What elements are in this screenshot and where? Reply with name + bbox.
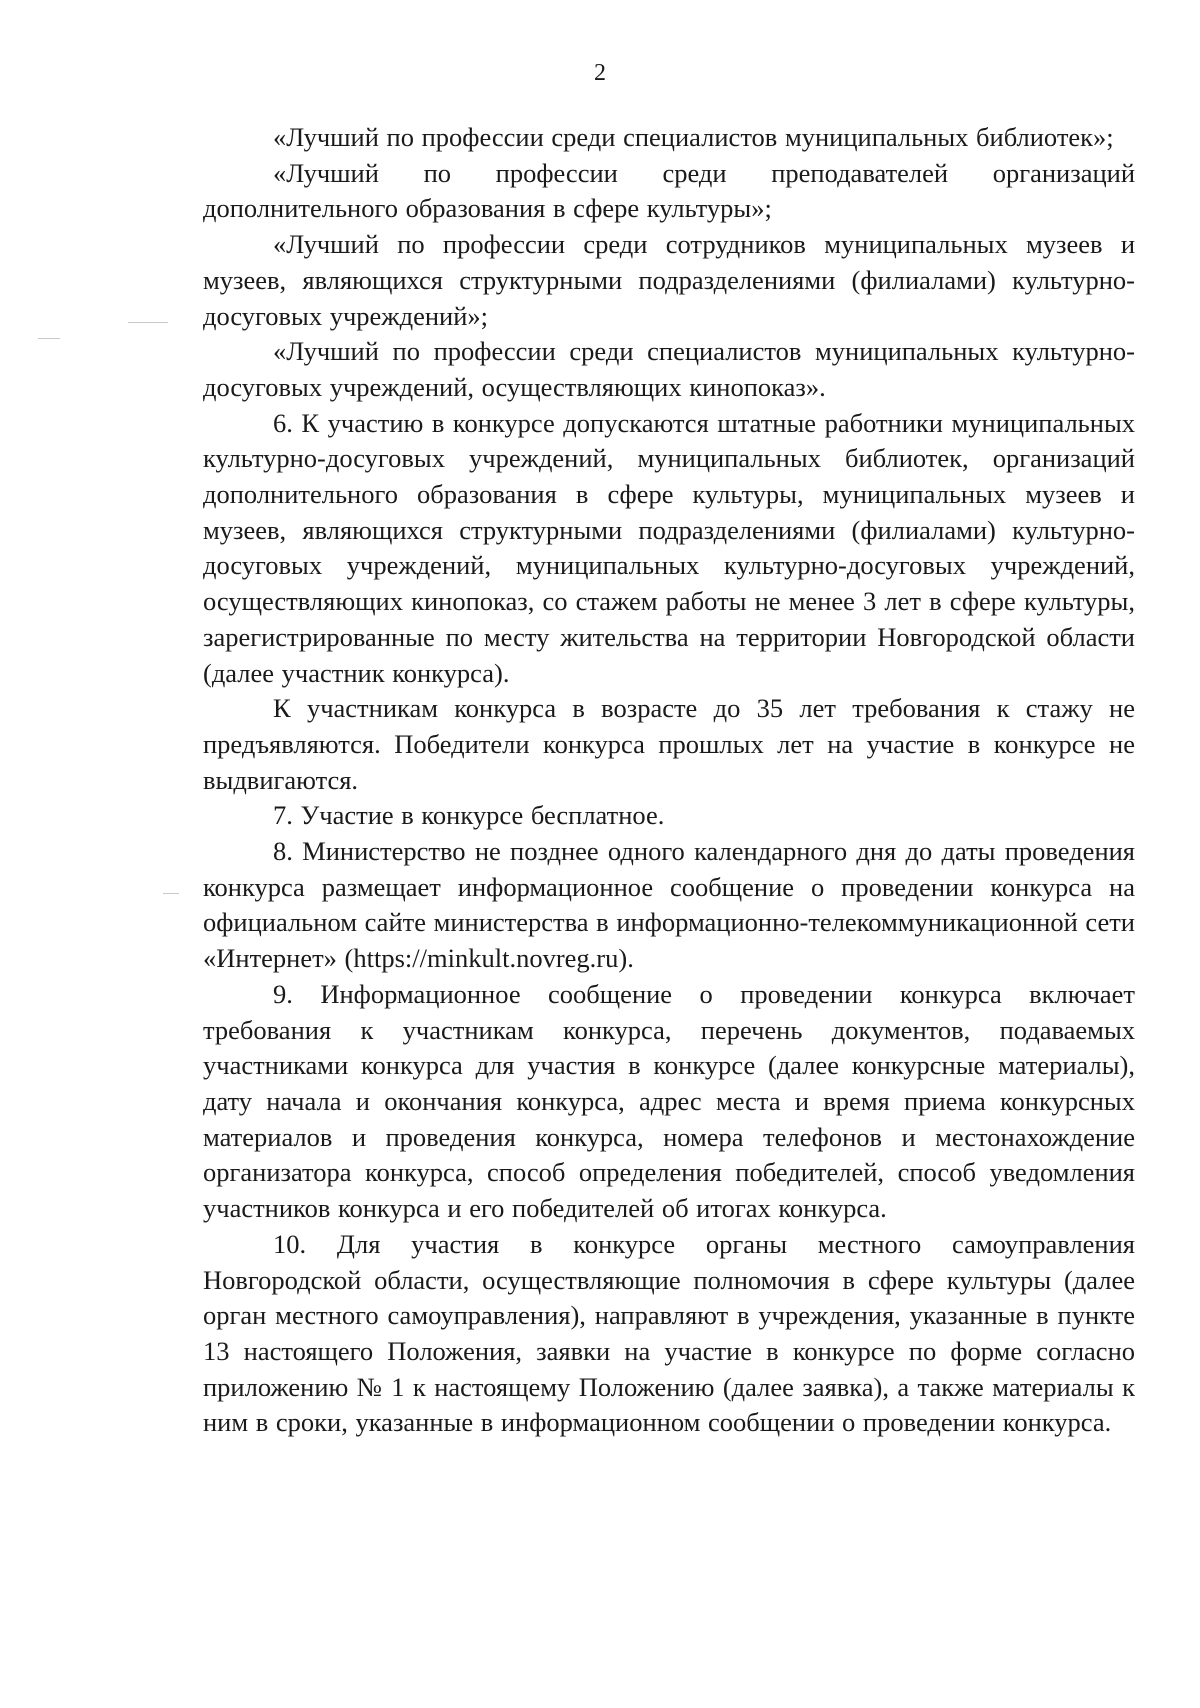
nomination-museums: «Лучший по профессии среди сотрудников муниципальных музеев и музеев, являющихся структурными подразделениями (филиалами) культурно-досуговых учреждений»; — [203, 229, 1135, 331]
nomination-libraries: «Лучший по профессии среди специалистов муниципальных библиотек»; — [273, 122, 1114, 152]
nomination-teachers: «Лучший по профессии среди преподавателей организаций дополнительного образования в сфере культуры»; — [203, 157, 1135, 224]
scan-artifact — [163, 893, 179, 894]
clause-6: 6. К участию в конкурсе допускаются штатные работники муниципальных культурно-досуговых учреждений, муниципальных библиотек, организаций дополнительного образования в сфере культуры, муниципальных музеев и музеев, являющихся структурными подразделениями (филиалами) культурно-досуговых учреждений, муниципальных культурно-досуговых учреждений, осуществляющих кинопоказ, со стажем работы не менее 3 лет в сфере культуры, зарегистрированные по месту жительства на территории Новгородской области (далее участник конкурса). — [203, 407, 1135, 688]
clause-6-note: К участникам конкурса в возрасте до 35 лет требования к стажу не предъявляются. Победители конкурса прошлых лет на участие в конкурсе не выдвигаются. — [203, 693, 1135, 795]
clause-8: 8. Министерство не позднее одного календарного дня до даты проведения конкурса размещает информационное сообщение о проведении конкурса на официальном сайте министерства в информационно-телекоммуникационной сети «Интернет» (https://minkult.novreg.ru). — [203, 836, 1135, 974]
scan-artifact — [38, 338, 60, 339]
page-number: 2 — [594, 60, 606, 86]
nomination-cinema: «Лучший по профессии среди специалистов муниципальных культурно-досуговых учреждений, осуществляющих кинопоказ». — [203, 336, 1135, 402]
clause-7: 7. Участие в конкурсе бесплатное. — [273, 800, 665, 831]
document-body — [203, 120, 1135, 1441]
scan-artifact — [128, 322, 168, 323]
clause-10: 10. Для участия в конкурсе органы местного самоуправления Новгородской области, осуществляющие полномочия в сфере культуры (далее орган местного самоуправления), направляют в учреждения, указанные в пункте 13 настоящего Положения, заявки на участие в конкурсе по форме согласно приложению № 1 к настоящему Положению (далее заявка), а также материалы к ним в сроки, указанные в информационном сообщении о проведении конкурса. — [203, 1228, 1135, 1438]
clause-9: 9. Информационное сообщение о проведении конкурса включает требования к участникам конкурса, перечень документов, подаваемых участниками конкурса для участия в конкурсе (далее конкурсные материалы), дату начала и окончания конкурса, адрес места и время приема конкурсных материалов и проведения конкурса, номера телефонов и местонахождение организатора конкурса, способ определения победителей, способ уведомления участников конкурса и его победителей об итогах конкурса. — [203, 978, 1135, 1224]
